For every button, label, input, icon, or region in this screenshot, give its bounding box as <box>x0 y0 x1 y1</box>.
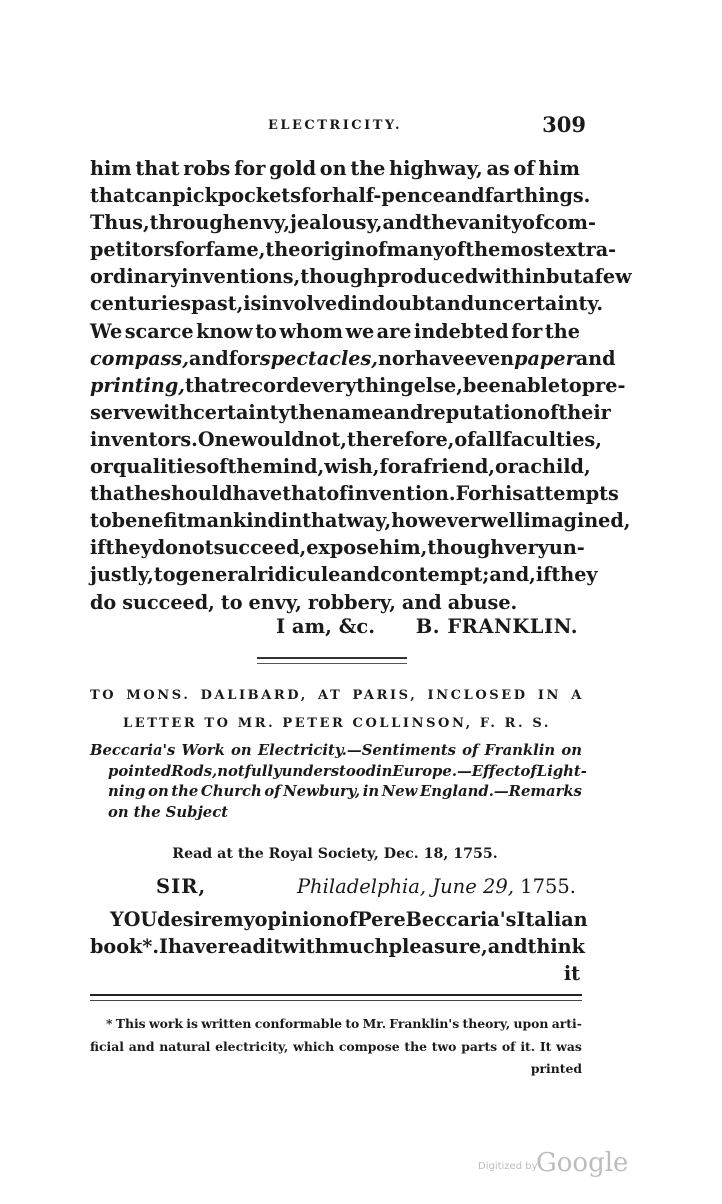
word: fame, <box>205 238 266 262</box>
word: they <box>105 536 152 560</box>
word: record <box>229 373 300 397</box>
word: on <box>561 742 582 759</box>
word: For <box>455 482 492 506</box>
word: abuse. <box>447 590 518 614</box>
word: the <box>544 319 580 343</box>
word: uncertainty. <box>474 292 604 316</box>
word: in <box>375 762 393 780</box>
letter-body <box>90 906 588 987</box>
word: very <box>504 536 549 560</box>
word: of <box>336 908 358 931</box>
word: to <box>220 590 243 614</box>
word: contempt; <box>380 563 490 587</box>
heading-word: AT <box>318 688 343 703</box>
word: two <box>431 1038 457 1054</box>
word: a <box>410 455 424 479</box>
word: for <box>300 184 333 208</box>
word: of <box>454 427 476 451</box>
place-date-text: Philadelphia, June 29, <box>296 875 514 898</box>
word: benefit <box>111 509 187 533</box>
word: with <box>282 935 329 959</box>
word: even <box>464 346 515 370</box>
word: I <box>159 935 169 959</box>
word: Mr. <box>362 1016 387 1031</box>
word: for <box>511 319 543 343</box>
summary-line <box>90 762 587 783</box>
word: my <box>223 908 255 931</box>
word: invention. <box>347 482 456 506</box>
word: else, <box>413 373 463 397</box>
word: not, <box>304 427 347 451</box>
page-number: 309 <box>542 112 586 137</box>
word: it <box>265 935 283 959</box>
word: scarce <box>124 319 194 343</box>
word: Italian <box>516 908 588 931</box>
word: Light- <box>536 762 587 780</box>
word: nor <box>377 346 415 370</box>
text-line <box>90 236 617 263</box>
word: general <box>175 563 258 587</box>
footnote <box>90 1013 582 1081</box>
word: certainty <box>193 400 290 424</box>
word: thing <box>356 373 414 397</box>
text-line <box>90 209 596 236</box>
word: book*. <box>90 935 160 959</box>
word: pick <box>172 184 218 208</box>
summary-line <box>90 782 582 803</box>
text-line <box>90 426 602 453</box>
word: compose <box>338 1038 400 1054</box>
word: YOU <box>110 908 158 931</box>
word: printing, <box>90 373 185 397</box>
word: England.—Remarks <box>420 783 582 801</box>
word: whom <box>279 319 343 343</box>
word: serve <box>90 400 147 424</box>
word: of <box>365 238 387 262</box>
digitized-watermark <box>478 1148 629 1180</box>
word: way, <box>346 509 392 533</box>
word: indebted <box>413 319 509 343</box>
word: qualities <box>112 455 207 479</box>
word: it. <box>520 1038 536 1054</box>
word: robbery, <box>307 590 396 614</box>
word: farthings. <box>484 184 591 208</box>
word: therefore, <box>346 427 455 451</box>
word: should <box>160 482 233 506</box>
word: ordinary <box>90 265 182 289</box>
word: and <box>188 346 229 370</box>
word: of <box>513 157 535 180</box>
word: Electricity.—Sentiments <box>257 742 457 759</box>
word: able <box>514 373 561 397</box>
word: most <box>500 238 554 262</box>
word: on <box>319 157 347 180</box>
text-line <box>90 345 616 372</box>
word: that <box>282 482 327 506</box>
word: and <box>575 346 616 370</box>
word: Beccaria's <box>405 908 517 931</box>
heading-word: A <box>571 688 584 703</box>
word: pockets <box>217 184 301 208</box>
word: Rods, <box>171 762 218 780</box>
word: or <box>494 455 518 479</box>
word: within <box>478 265 546 289</box>
word: justly, <box>90 563 154 587</box>
word: friend, <box>423 455 495 479</box>
word: doubt <box>371 292 435 316</box>
word: of <box>522 211 544 235</box>
word: much <box>328 935 389 959</box>
word: extra- <box>553 238 617 262</box>
word: to <box>345 1016 360 1031</box>
word: gold <box>269 157 317 180</box>
word: have <box>232 482 283 506</box>
word: involved <box>261 292 351 316</box>
word: Franklin's <box>389 1016 460 1031</box>
letter-summary <box>90 741 587 823</box>
word: imagined, <box>523 509 631 533</box>
word: on <box>148 783 169 801</box>
word: parts <box>461 1038 498 1054</box>
word: for <box>228 346 260 370</box>
word: been <box>462 373 515 397</box>
word: if <box>535 563 552 587</box>
word: few <box>594 265 632 289</box>
word: We <box>90 319 123 343</box>
word: un- <box>548 536 585 560</box>
word: desire <box>157 908 224 931</box>
word: if <box>90 536 106 560</box>
word: however <box>391 509 481 533</box>
word: the <box>422 211 458 235</box>
date-year: 1755. <box>520 875 576 898</box>
text-line <box>90 534 585 561</box>
word: written <box>201 1016 252 1031</box>
word: not <box>177 536 214 560</box>
word: envy, <box>248 590 302 614</box>
word: him <box>538 157 580 180</box>
word: to <box>560 373 582 397</box>
word: of <box>264 783 281 801</box>
word: would <box>240 427 305 451</box>
word: and <box>382 211 423 235</box>
catchword: it <box>563 962 580 986</box>
word: was <box>556 1038 582 1054</box>
word: many <box>386 238 445 262</box>
word: of <box>444 238 466 262</box>
word: a <box>517 455 531 479</box>
summary-line <box>90 741 582 762</box>
word: attempts <box>523 482 619 506</box>
footnote-line <box>90 1036 582 1059</box>
word: ridicule <box>257 563 341 587</box>
place-date <box>297 875 576 898</box>
footnote-line <box>90 1013 582 1036</box>
word: of <box>326 482 348 506</box>
word: they <box>551 563 598 587</box>
word: that <box>184 373 230 397</box>
word: for <box>234 157 266 180</box>
word: mankind <box>186 509 281 533</box>
word: in <box>350 292 372 316</box>
word: not <box>217 762 245 780</box>
word: child, <box>530 455 591 479</box>
word: highway, <box>389 157 483 180</box>
word: for <box>379 455 411 479</box>
word: for <box>174 238 206 262</box>
word: or <box>90 455 113 479</box>
word: the <box>350 157 386 180</box>
word: origin <box>300 238 366 262</box>
letter-heading-line-2: LETTER TO MR. PETER COLLINSON, F. R. S. <box>123 716 551 731</box>
word: Thus, <box>90 211 150 235</box>
heading-word: INCLOSED <box>427 688 528 703</box>
word: Beccaria's <box>90 742 176 759</box>
word: on <box>108 803 129 821</box>
word: the <box>289 400 325 424</box>
word: jealousy, <box>290 211 383 235</box>
word: read <box>217 935 266 959</box>
word: of <box>501 1038 516 1054</box>
text-line <box>90 507 631 534</box>
word: every <box>299 373 357 397</box>
word: theory, <box>462 1016 511 1031</box>
letter-heading-line-1 <box>90 682 584 710</box>
word: the <box>404 1038 427 1054</box>
footnote-catchword: printed <box>530 1061 582 1076</box>
running-title: ELECTRICITY. <box>267 118 403 133</box>
word: the <box>227 455 263 479</box>
word: have <box>414 346 465 370</box>
word: electricity, <box>215 1038 289 1054</box>
word: and <box>383 400 424 424</box>
word: pointed <box>108 762 172 780</box>
word: we <box>345 319 375 343</box>
word: inventions, <box>181 265 301 289</box>
word: with <box>146 400 194 424</box>
word: he <box>134 482 161 506</box>
word: work <box>148 1016 183 1031</box>
read-note: Read at the Royal Society, Dec. 18, 1755. <box>172 846 498 862</box>
word: natural <box>159 1038 211 1054</box>
word: is <box>243 292 262 316</box>
heading-word: TO <box>90 688 117 703</box>
word: It <box>539 1038 552 1054</box>
word: conformable <box>254 1016 343 1031</box>
footnote-divider <box>90 994 582 1001</box>
word: as <box>486 157 510 180</box>
word: him, <box>379 536 428 560</box>
word: and <box>128 1038 155 1054</box>
word: New <box>381 783 418 801</box>
word: compass, <box>90 346 189 370</box>
word: paper <box>514 346 576 370</box>
google-logo: Google <box>536 1148 629 1178</box>
word: can <box>134 184 173 208</box>
text-line <box>90 589 580 616</box>
text-line <box>90 561 598 588</box>
text-line <box>90 399 611 426</box>
word: Newbury, <box>283 783 361 801</box>
word: which <box>293 1038 335 1054</box>
word: is <box>186 1016 198 1031</box>
letter-heading <box>90 682 584 738</box>
word: Church <box>200 783 262 801</box>
word: One <box>197 427 241 451</box>
word: to <box>90 509 112 533</box>
main-text <box>90 155 632 616</box>
word: do <box>90 590 117 614</box>
text-line <box>90 263 632 290</box>
text-line <box>90 318 580 345</box>
heading-word: DALIBARD, <box>200 688 308 703</box>
word: his <box>491 482 524 506</box>
text-line <box>90 453 591 480</box>
word: envy, <box>236 211 291 235</box>
word: all <box>475 427 503 451</box>
word: wish, <box>324 455 380 479</box>
word: succeed, <box>122 590 215 614</box>
word: inventors. <box>90 427 198 451</box>
signature-line <box>90 615 580 645</box>
word: Pere <box>357 908 406 931</box>
word: their <box>558 400 611 424</box>
digitized-by-text: Digitized by <box>478 1161 538 1172</box>
word: mind, <box>262 455 325 479</box>
word: but <box>546 265 583 289</box>
word: name <box>324 400 384 424</box>
word: know <box>196 319 253 343</box>
word: vanity <box>457 211 523 235</box>
word: are <box>376 319 412 343</box>
word: him <box>90 157 132 180</box>
word: on <box>231 742 252 759</box>
word: through <box>149 211 237 235</box>
word: and <box>401 590 442 614</box>
word: opinion <box>254 908 337 931</box>
section-divider <box>257 657 407 664</box>
closing-phrase: I am, &c. <box>276 615 376 638</box>
letter-line <box>90 906 588 933</box>
word: Europe.—Effect <box>392 762 521 780</box>
text-line <box>90 290 604 317</box>
word: that <box>302 509 347 533</box>
word: though <box>300 265 378 289</box>
text-line <box>90 182 591 209</box>
word: a <box>582 265 595 289</box>
word: expose <box>306 536 380 560</box>
letter-line <box>90 933 585 960</box>
word: fully <box>244 762 282 780</box>
word: spectacles, <box>259 346 378 370</box>
word: of <box>537 400 559 424</box>
word: pre- <box>581 373 626 397</box>
word: the <box>171 783 199 801</box>
word: pleasure, <box>388 935 488 959</box>
word: upon <box>513 1016 549 1031</box>
dateline <box>90 872 580 902</box>
word: arti- <box>551 1016 582 1031</box>
word: and <box>434 292 475 316</box>
word: though <box>427 536 505 560</box>
word: the <box>465 238 501 262</box>
summary-line <box>90 803 582 824</box>
word: have <box>168 935 218 959</box>
word: well <box>480 509 524 533</box>
word: that <box>135 157 180 180</box>
word: think <box>527 935 585 959</box>
heading-word: IN <box>537 688 562 703</box>
word: and, <box>489 563 536 587</box>
salutation: SIR, <box>156 875 207 898</box>
heading-word: MONS. <box>126 688 191 703</box>
word: do <box>151 536 178 560</box>
word: ning <box>108 783 146 801</box>
word: of <box>462 742 479 759</box>
word: of <box>520 762 537 780</box>
word: that <box>90 184 135 208</box>
word: of <box>206 455 228 479</box>
word: and <box>487 935 528 959</box>
word: * <box>106 1016 113 1031</box>
word: to <box>153 563 176 587</box>
word: in <box>362 783 380 801</box>
word: faculties, <box>502 427 602 451</box>
word: and <box>444 184 485 208</box>
signatory-name: B. FRANKLIN. <box>415 615 578 638</box>
word: succeed, <box>213 536 307 560</box>
word: robs <box>183 157 231 180</box>
word: and <box>340 563 381 587</box>
word: to <box>255 319 277 343</box>
word: petitors <box>90 238 175 262</box>
heading-word: PARIS, <box>352 688 418 703</box>
word: Franklin <box>484 742 556 759</box>
word: centuries <box>90 292 192 316</box>
word: in <box>280 509 303 533</box>
word: past, <box>191 292 244 316</box>
word: the <box>133 803 161 821</box>
text-line <box>90 372 626 399</box>
running-head <box>90 112 586 140</box>
text-line <box>90 155 580 182</box>
word: that <box>90 482 135 506</box>
word: produced <box>377 265 479 289</box>
word: Work <box>181 742 225 759</box>
word: half-pence <box>332 184 445 208</box>
word: This <box>115 1016 146 1031</box>
word: the <box>265 238 301 262</box>
text-line <box>90 480 619 507</box>
word: reputation <box>423 400 538 424</box>
word: understood <box>281 762 376 780</box>
word: ficial <box>90 1038 124 1054</box>
word: Subject <box>165 803 229 821</box>
word: com- <box>543 211 596 235</box>
